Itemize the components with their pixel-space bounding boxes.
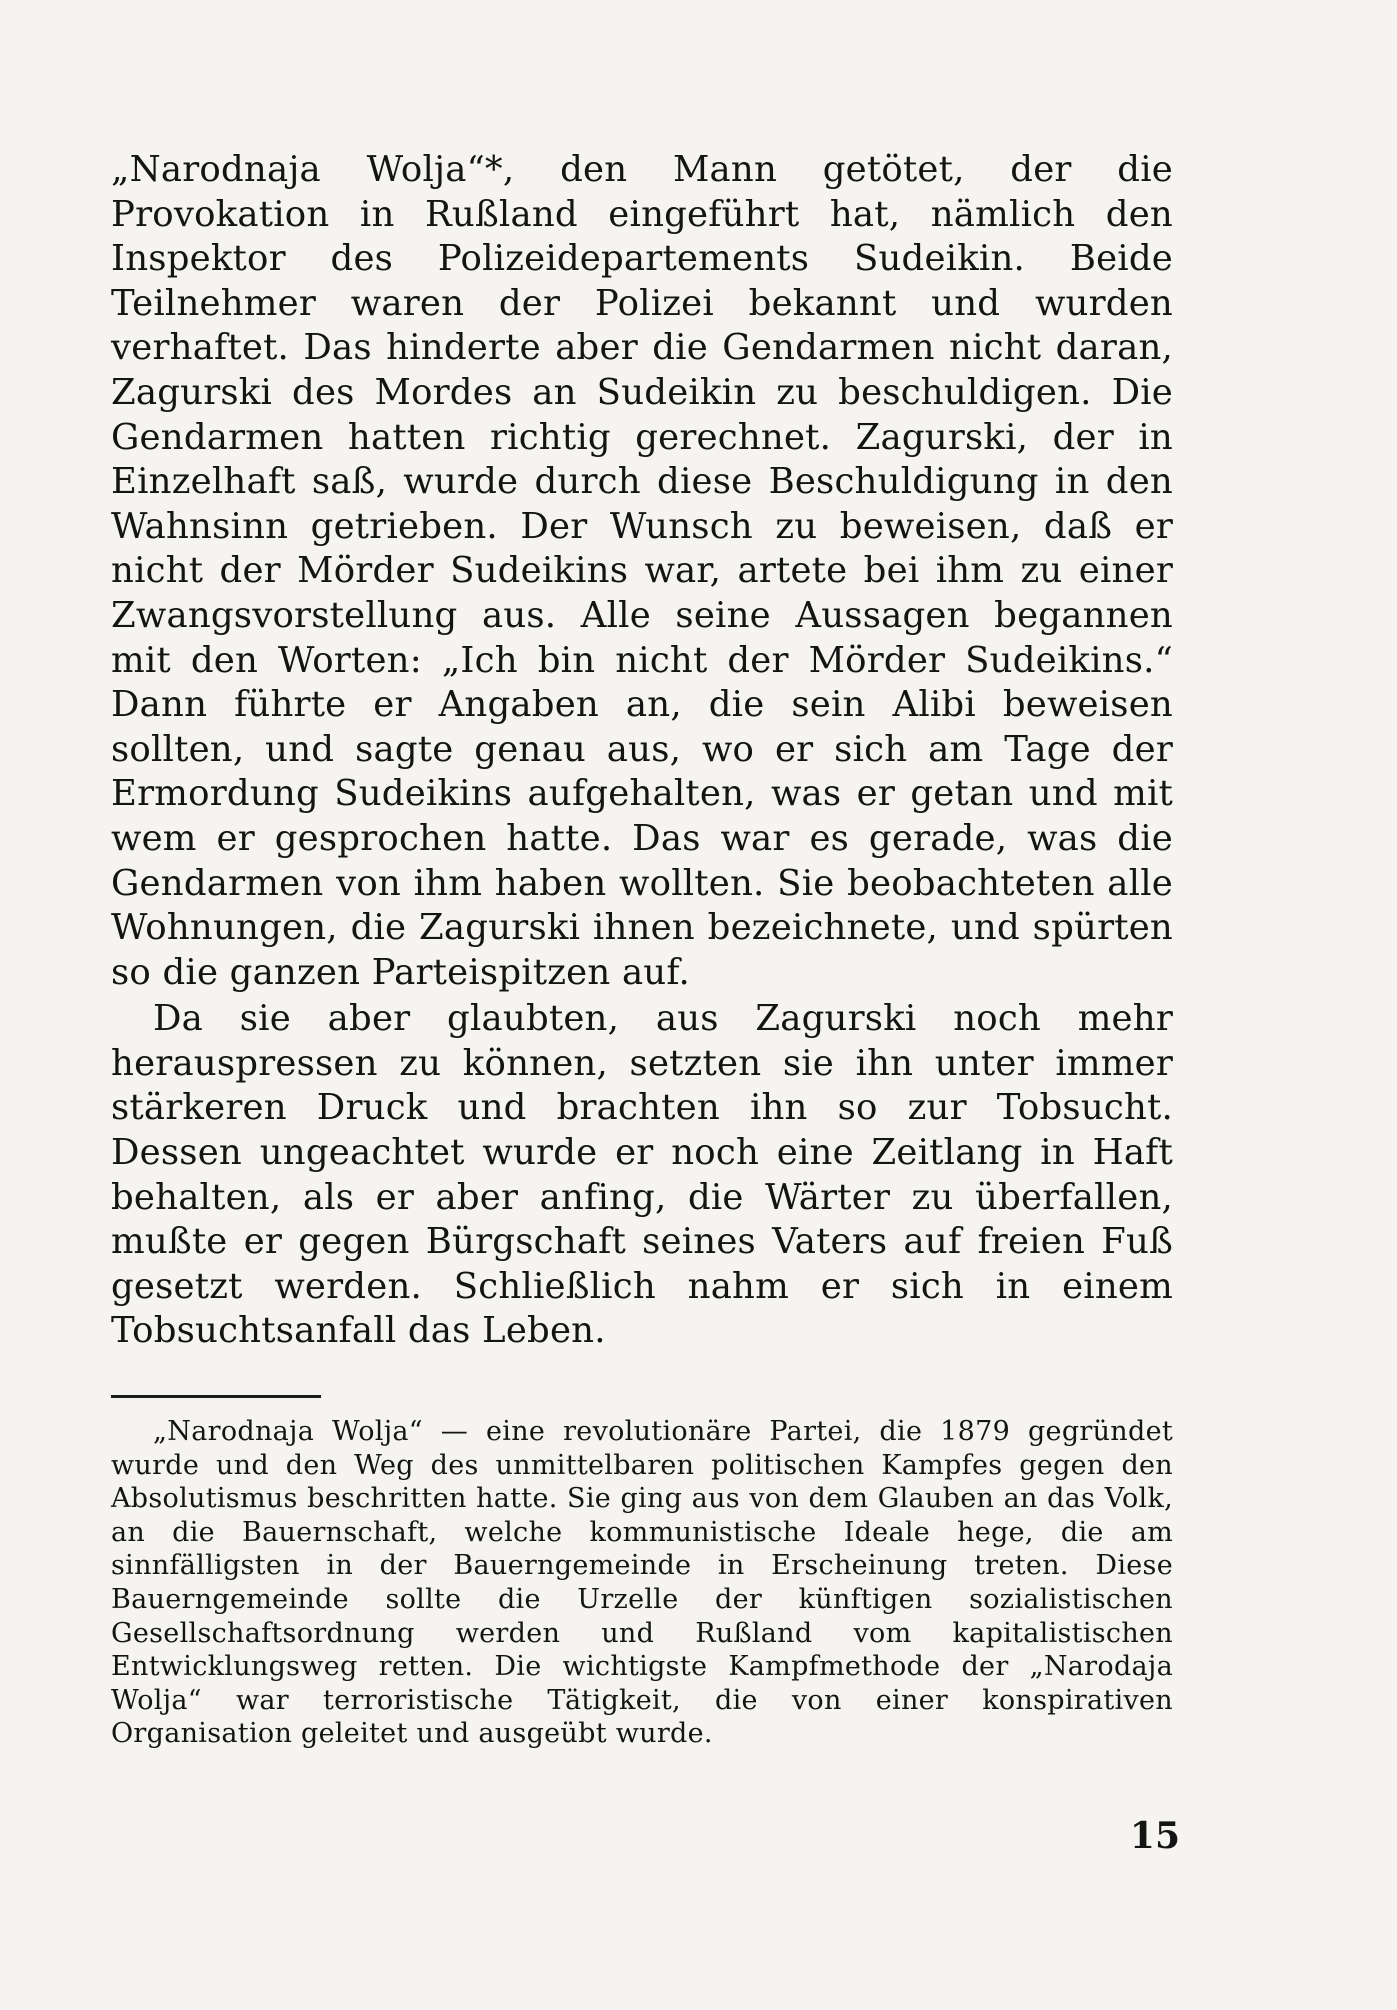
page-number: 15 [1129,1815,1180,1857]
footnote-separator [111,1395,321,1398]
footnote: „Narodnaja Wolja“ — eine revolutionäre Partei, die 1879 gegründet wurde und den Weg des unmittelbaren politischen Kampfes gegen den Absolutismus beschritten hatte. Sie ging aus von dem Glauben an das Volk, an die Bauernschaft, welche kommunistische Ideale hege, die am sinnfälligsten in der Bauerngemeinde in Erscheinung treten. Diese Bauerngemeinde sollte die Urzelle der künftigen sozialistischen Gesellschaftsordnung werden und Rußland vom kapitalistischen Entwicklungsweg retten. Die wichtigste Kampfmethode der „Narodaja Wolja“ war terroristische Tätigkeit, die von einer konspirativen Organisation geleitet und ausgeübt wurde. [111,1416,1173,1750]
body-paragraph-2: Da sie aber glaubten, aus Zagurski noch mehr herauspressen zu können, setzten sie ihn unter immer stärkeren Druck und brachten ihn so zur Tobsucht. Dessen ungeachtet wurde er noch eine Zeitlang in Haft behalten, als er aber anfing, die Wärter zu überfallen, mußte er gegen Bürgschaft seines Vaters auf freien Fuß gesetzt werden. Schließlich nahm er sich in einem Tobsuchtsanfall das Leben. [111,998,1173,1352]
body-paragraph-1: „Narodnaja Wolja“*, den Mann getötet, der die Provokation in Rußland eingeführt hat, nämlich den Inspektor des Polizeidepartements Sudeikin. Beide Teilnehmer waren der Polizei bekannt und wurden verhaftet. Das hinderte aber die Gendarmen nicht daran, Zagurski des Mordes an Sudeikin zu beschuldigen. Die Gendarmen hatten richtig gerechnet. Zagurski, der in Einzelhaft saß, wurde durch diese Beschuldigung in den Wahnsinn getrieben. Der Wunsch zu beweisen, daß er nicht der Mörder Sudeikins war, artete bei ihm zu einer Zwangsvorstellung aus. Alle seine Aussagen begannen mit den Worten: „Ich bin nicht der Mörder Sudeikins.“ Dann führte er Angaben an, die sein Alibi beweisen sollten, und sagte genau aus, wo er sich am Tage der Ermordung Sudeikins aufgehalten, was er getan und mit wem er gesprochen hatte. Das war es gerade, was die Gendarmen von ihm haben wollten. Sie beobachteten alle Wohnungen, die Zagurski ihnen bezeichnete, und spürten so die ganzen Parteispitzen auf. [111,149,1173,993]
main-text [111,148,1173,1354]
